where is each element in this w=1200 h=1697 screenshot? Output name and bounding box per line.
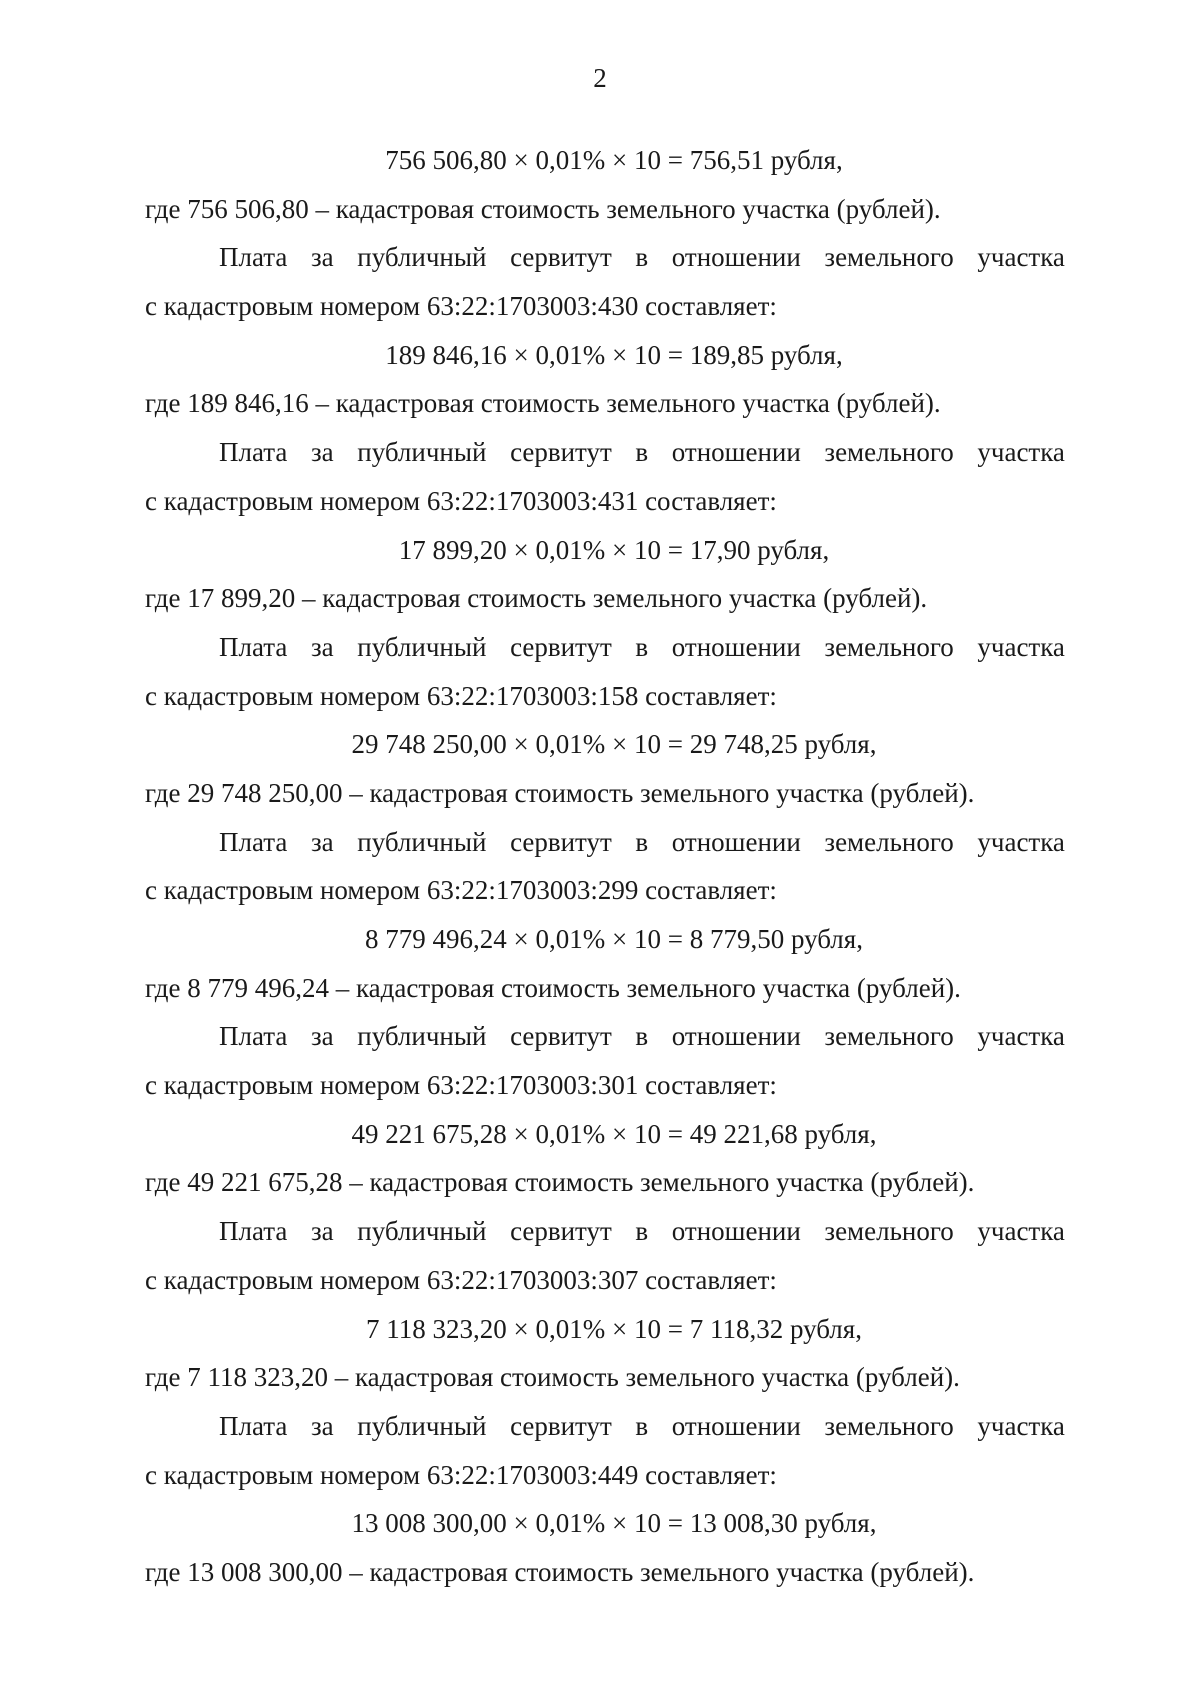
- intro-word: участка: [977, 437, 1065, 468]
- intro-word: публичный: [357, 437, 487, 468]
- intro-word: Плата: [219, 1216, 288, 1247]
- intro-word: в: [635, 631, 649, 662]
- intro-word: отношении: [671, 242, 801, 273]
- cadastral-number-line: с кадастровым номером 63:22:1703003:430 составляет:: [145, 291, 777, 322]
- note-line: где 189 846,16 – кадастровая стоимость земельного участка (рублей).: [145, 388, 941, 419]
- intro-word: сервитут: [510, 1021, 612, 1052]
- intro-word: участка: [977, 1021, 1065, 1052]
- formula-line: 13 008 300,00 × 0,01% × 10 = 13 008,30 рубля,: [351, 1508, 877, 1539]
- intro-word: Плата: [219, 1410, 288, 1441]
- intro-word: участка: [977, 1216, 1065, 1247]
- intro-word: публичный: [357, 242, 487, 273]
- intro-word: отношении: [671, 1216, 801, 1247]
- document-body: [145, 136, 1065, 1597]
- intro-word: сервитут: [510, 437, 612, 468]
- intro-word: отношении: [671, 437, 801, 468]
- intro-word: за: [310, 1410, 334, 1441]
- note-line: где 8 779 496,24 – кадастровая стоимость земельного участка (рублей).: [145, 972, 961, 1003]
- note-line: где 13 008 300,00 – кадастровая стоимость земельного участка (рублей).: [145, 1556, 975, 1587]
- page-number: 2: [593, 63, 607, 93]
- intro-word: сервитут: [510, 1410, 612, 1441]
- intro-word: в: [635, 437, 649, 468]
- intro-word: в: [635, 242, 649, 273]
- intro-word: земельного: [824, 1021, 954, 1052]
- intro-word: участка: [977, 242, 1065, 273]
- cadastral-number-line: с кадастровым номером 63:22:1703003:449 составляет:: [145, 1459, 777, 1490]
- formula-line: 8 779 496,24 × 0,01% × 10 = 8 779,50 рубля,: [365, 924, 863, 954]
- intro-word: Плата: [219, 437, 288, 468]
- formula-line: 189 846,16 × 0,01% × 10 = 189,85 рубля,: [385, 339, 843, 370]
- intro-word: в: [635, 1410, 649, 1441]
- paragraph-intro-line: [145, 623, 1065, 672]
- intro-word: за: [310, 242, 334, 273]
- intro-word: публичный: [357, 1216, 487, 1247]
- formula-line: 49 221 675,28 × 0,01% × 10 = 49 221,68 рубля,: [351, 1118, 877, 1149]
- intro-word: публичный: [357, 631, 487, 662]
- intro-word: земельного: [824, 242, 954, 273]
- intro-word: участка: [977, 631, 1065, 662]
- intro-word: за: [310, 1021, 334, 1052]
- intro-word: за: [310, 1216, 334, 1247]
- paragraph-intro-line: [145, 1402, 1065, 1451]
- intro-word: в: [635, 1216, 649, 1247]
- intro-word: Плата: [219, 242, 288, 273]
- note-line: где 29 748 250,00 – кадастровая стоимость земельного участка (рублей).: [145, 777, 975, 808]
- intro-word: публичный: [357, 826, 487, 857]
- note-line: где 7 118 323,20 – кадастровая стоимость земельного участка (рублей).: [145, 1362, 960, 1393]
- paragraph-intro-line: [145, 233, 1065, 282]
- intro-word: земельного: [824, 826, 954, 857]
- intro-word: Плата: [219, 631, 288, 662]
- intro-word: отношении: [671, 1410, 801, 1441]
- intro-word: в: [635, 826, 649, 857]
- intro-word: земельного: [824, 1216, 954, 1247]
- paragraph-intro-line: [145, 1207, 1065, 1256]
- intro-word: сервитут: [510, 826, 612, 857]
- intro-word: сервитут: [510, 631, 612, 662]
- intro-word: сервитут: [510, 1216, 612, 1247]
- formula-line: 7 118 323,20 × 0,01% × 10 = 7 118,32 рубля,: [366, 1313, 862, 1344]
- cadastral-number-line: с кадастровым номером 63:22:1703003:307 составляет:: [145, 1264, 777, 1295]
- intro-word: публичный: [357, 1021, 487, 1052]
- intro-word: отношении: [671, 1021, 801, 1052]
- formula-line: 29 748 250,00 × 0,01% × 10 = 29 748,25 рубля,: [351, 729, 877, 760]
- note-line: где 49 221 675,28 – кадастровая стоимость земельного участка (рублей).: [145, 1167, 975, 1198]
- paragraph-intro-line: [145, 1012, 1065, 1061]
- intro-word: в: [635, 1021, 649, 1052]
- paragraph-intro-line: [145, 428, 1065, 477]
- intro-word: отношении: [671, 826, 801, 857]
- note-line: где 17 899,20 – кадастровая стоимость земельного участка (рублей).: [145, 583, 928, 614]
- intro-word: участка: [977, 826, 1065, 857]
- paragraph-intro-line: [145, 818, 1065, 867]
- intro-word: сервитут: [510, 242, 612, 273]
- intro-word: земельного: [824, 437, 954, 468]
- intro-word: земельного: [824, 631, 954, 662]
- cadastral-number-line: с кадастровым номером 63:22:1703003:299 составляет:: [145, 875, 777, 906]
- intro-word: земельного: [824, 1410, 954, 1441]
- cadastral-number-line: с кадастровым номером 63:22:1703003:158 составляет:: [145, 680, 777, 711]
- intro-word: Плата: [219, 1021, 288, 1052]
- intro-word: за: [310, 631, 334, 662]
- intro-word: участка: [977, 1410, 1065, 1441]
- note-line: где 756 506,80 – кадастровая стоимость земельного участка (рублей).: [145, 193, 941, 224]
- cadastral-number-line: с кадастровым номером 63:22:1703003:301 составляет:: [145, 1070, 777, 1101]
- intro-word: Плата: [219, 826, 288, 857]
- intro-word: отношении: [671, 631, 801, 662]
- intro-word: за: [310, 826, 334, 857]
- cadastral-number-line: с кадастровым номером 63:22:1703003:431 составляет:: [145, 485, 777, 516]
- intro-word: за: [310, 437, 334, 468]
- formula-line: 17 899,20 × 0,01% × 10 = 17,90 рубля,: [398, 534, 830, 565]
- intro-word: публичный: [357, 1410, 487, 1441]
- formula-line: 756 506,80 × 0,01% × 10 = 756,51 рубля,: [385, 145, 843, 175]
